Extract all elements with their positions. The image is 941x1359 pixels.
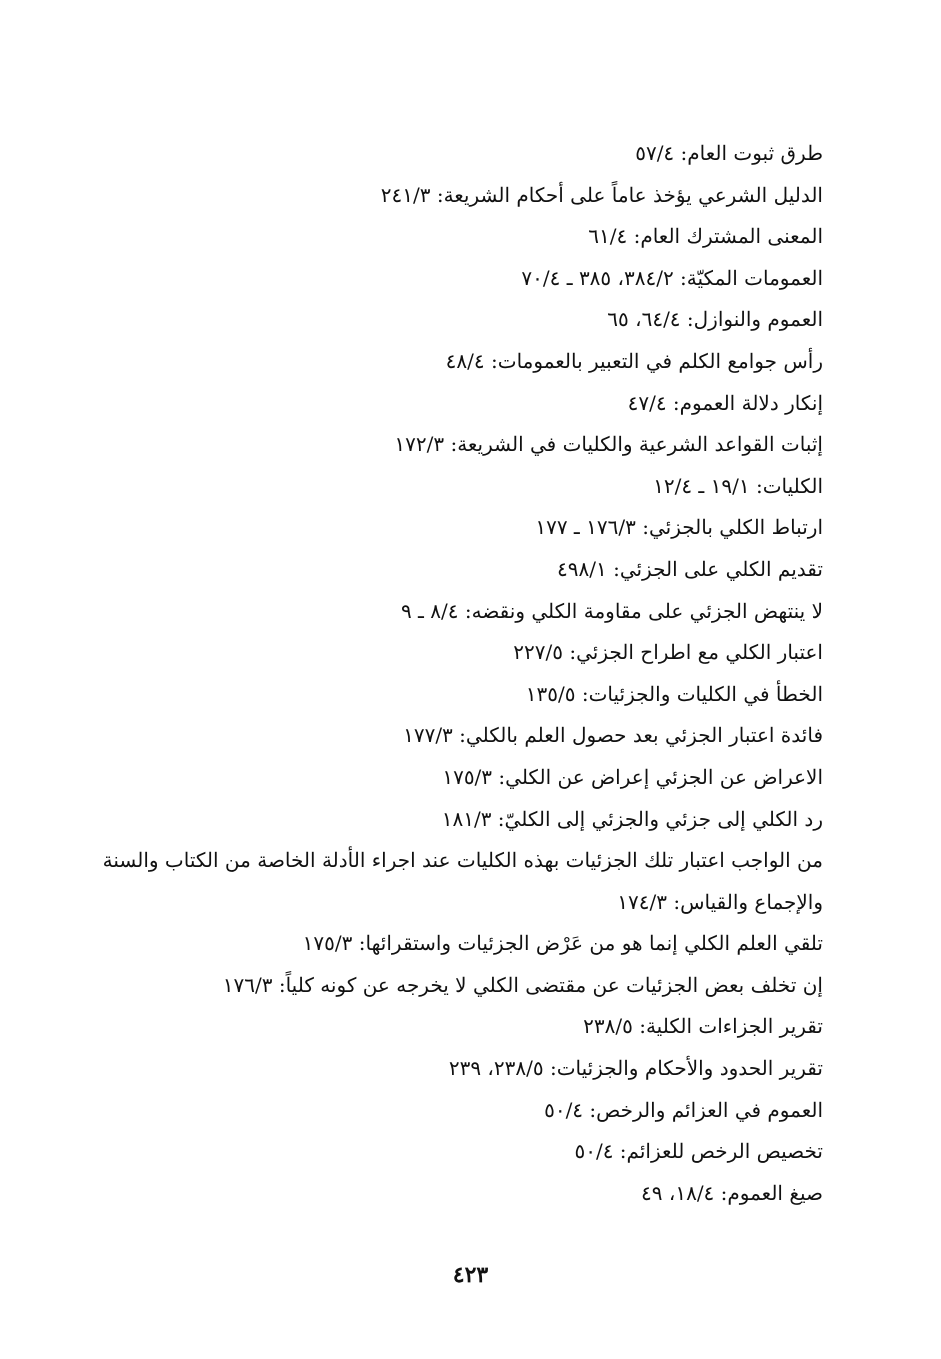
index-entry: ارتباط الكلي بالجزئي: ١٧٦/٣ ـ ١٧٧ xyxy=(535,515,823,540)
index-entry: اعتبار الكلي مع اطراح الجزئي: ٢٢٧/٥ xyxy=(513,640,823,665)
index-entry: الكليات: ١٩/١ ـ ١٢/٤ xyxy=(653,473,823,498)
index-entry: تقرير الحدود والأحكام والجزئيات: ٢٣٨/٥، ٢٣٩ xyxy=(448,1056,823,1081)
index-entry: إثبات القواعد الشرعية والكليات في الشريعة: ١٧٢/٣ xyxy=(394,432,823,457)
index-entry: تقديم الكلي على الجزئي: ٤٩٨/١ xyxy=(557,556,823,581)
index-entry: العموم في العزائم والرخص: ٥٠/٤ xyxy=(544,1097,823,1122)
index-entry: الخطأ في الكليات والجزئيات: ١٣٥/٥ xyxy=(525,681,823,706)
index-entry: رد الكلي إلى جزئي والجزئي إلى الكليّ: ١٨١/٣ xyxy=(441,806,823,831)
index-entry: لا ينتهض الجزئي على مقاومة الكلي ونقضه: ٨/٤ ـ ٩ xyxy=(400,598,823,623)
index-entry: الدليل الشرعي يؤخذ عاماً على أحكام الشريعة: ٢٤١/٣ xyxy=(380,182,823,207)
index-entry-continuation: والإجماع والقياس: ١٧٤/٣ xyxy=(617,889,823,914)
index-entry: إنكار دلالة العموم: ٤٧/٤ xyxy=(627,390,823,415)
index-entry: المعنى المشترك العام: ٦١/٤ xyxy=(588,224,823,249)
index-entry: طرق ثبوت العام: ٥٧/٤ xyxy=(635,141,823,165)
index-entry: العمومات المكيّة: ٣٨٤/٢، ٣٨٥ ـ ٧٠/٤ xyxy=(521,265,823,290)
index-entry: العموم والنوازل: ٦٤/٤، ٦٥ xyxy=(607,307,823,332)
index-entry: تقرير الجزاءات الكلية: ٢٣٨/٥ xyxy=(583,1014,823,1039)
index-entry: فائدة اعتبار الجزئي بعد حصول العلم بالكلي: ١٧٧/٣ xyxy=(403,723,823,748)
index-entry: تخصيص الرخص للعزائم: ٥٠/٤ xyxy=(574,1139,823,1164)
index-entry: رأس جوامع الكلم في التعبير بالعمومات: ٤٨/٤ xyxy=(445,348,823,373)
index-entry: من الواجب اعتبار تلك الجزئيات بهذه الكليات عند اجراء الأدلة الخاصة من الكتاب والسنة xyxy=(102,848,823,873)
index-entry: تلقي العلم الكلي إنما هو من عَرْض الجزئيات واستقرائها: ١٧٥/٣ xyxy=(302,931,823,956)
index-entry: الاعراض عن الجزئي إعراض عن الكلي: ١٧٥/٣ xyxy=(442,764,823,789)
index-entries-list xyxy=(103,133,823,1214)
index-entry: إن تخلف بعض الجزئيات عن مقتضى الكلي لا يخرجه عن كونه كلياً: ١٧٦/٣ xyxy=(222,972,823,997)
index-entry: صيغ العموم: ١٨/٤، ٤٩ xyxy=(641,1180,823,1205)
page-number: ٤٢٣ xyxy=(452,1262,489,1288)
